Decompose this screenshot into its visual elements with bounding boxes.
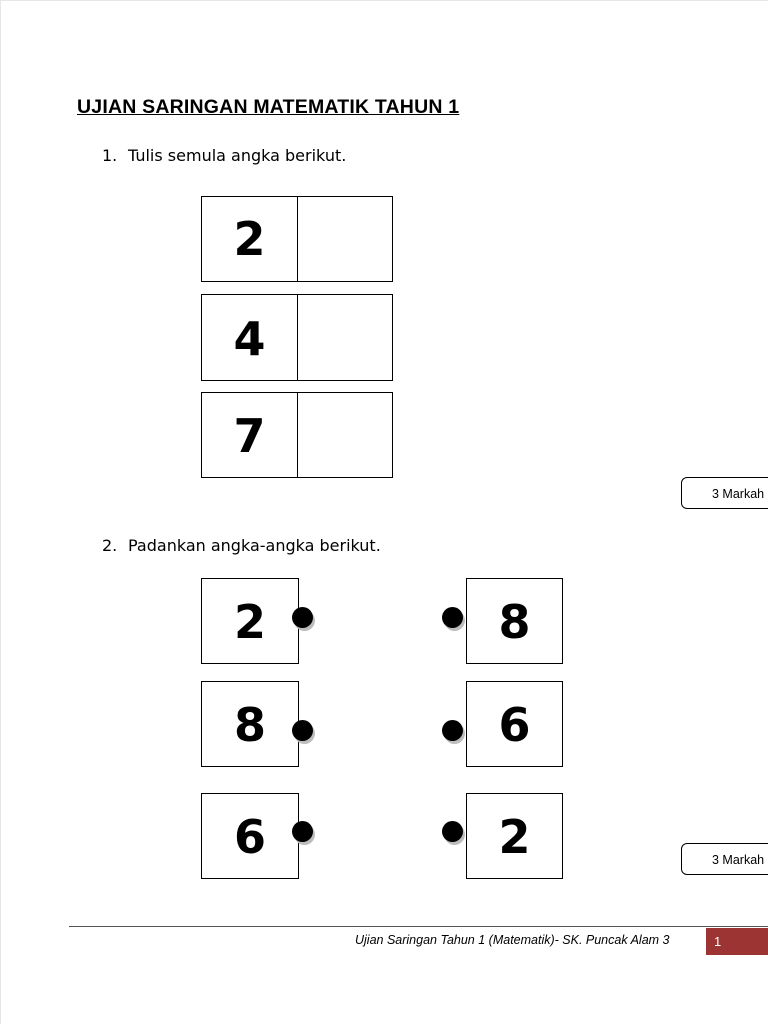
match-left-dot-2[interactable]: [292, 720, 313, 741]
question-2-text: Padankan angka-angka berikut.: [128, 536, 381, 555]
match-left-dot-1[interactable]: [292, 607, 313, 628]
question-2: [102, 536, 381, 555]
match-right-digit-1: 8: [498, 595, 531, 649]
footer-text: Ujian Saringan Tahun 1 (Matematik)- SK. Puncak Alam 3: [355, 933, 670, 947]
match-right-box-2: [466, 681, 563, 767]
match-right-dot-3[interactable]: [442, 821, 463, 842]
match-left-dot-3[interactable]: [292, 821, 313, 842]
page-number-badge: 1: [706, 928, 768, 955]
match-right-digit-3: 2: [498, 810, 531, 864]
match-right-dot-2[interactable]: [442, 720, 463, 741]
match-left-box-2: [201, 681, 299, 767]
match-left-box-1: [201, 578, 299, 664]
question-1-number: 1.: [102, 146, 118, 165]
footer-divider: [69, 926, 768, 927]
match-left-digit-3: 6: [233, 810, 266, 864]
match-right-box-3: [466, 793, 563, 879]
match-left-box-3: [201, 793, 299, 879]
match-right-dot-1[interactable]: [442, 607, 463, 628]
rewrite-row-3: [201, 392, 393, 478]
row-divider: [297, 393, 298, 477]
question-1-text: Tulis semula angka berikut.: [128, 146, 347, 165]
rewrite-row-2: [201, 294, 393, 381]
page-title: UJIAN SARINGAN MATEMATIK TAHUN 1: [77, 96, 460, 118]
marks-box-q1: 3 Markah: [681, 477, 768, 509]
row-divider: [297, 197, 298, 281]
rewrite-digit-2: 4: [233, 311, 266, 366]
match-left-digit-2: 8: [233, 698, 266, 752]
rewrite-digit-3: 7: [233, 409, 266, 463]
match-left-digit-1: 2: [233, 595, 266, 649]
match-right-box-1: [466, 578, 563, 664]
question-2-number: 2.: [102, 536, 118, 555]
row-divider: [297, 295, 298, 380]
rewrite-row-1: [201, 196, 393, 282]
rewrite-digit-1: 2: [233, 212, 266, 266]
marks-box-q2: 3 Markah: [681, 843, 768, 875]
match-right-digit-2: 6: [498, 698, 531, 752]
question-1: [102, 146, 346, 165]
